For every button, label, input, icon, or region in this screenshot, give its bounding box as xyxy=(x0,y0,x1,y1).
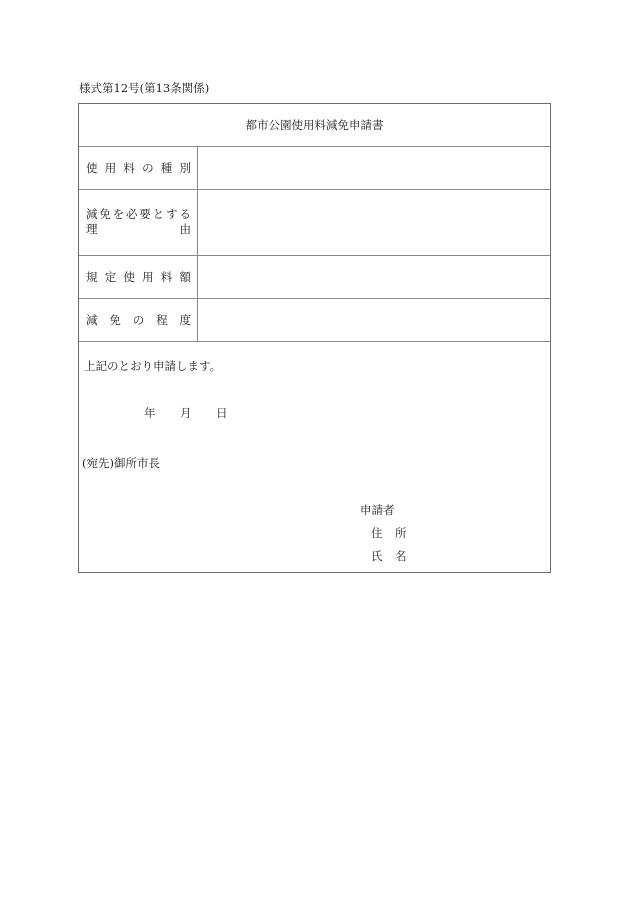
row-standard-fee xyxy=(79,256,550,299)
char: 料 xyxy=(160,270,173,284)
char: 理 xyxy=(86,222,98,236)
char: と xyxy=(152,207,165,221)
char: 定 xyxy=(104,270,117,284)
address-label-1: 住 xyxy=(371,526,383,540)
char: 程 xyxy=(156,313,168,327)
value-reduction-degree[interactable] xyxy=(198,299,550,341)
char: 由 xyxy=(179,222,191,236)
char: 免 xyxy=(109,313,121,327)
address-label-2: 所 xyxy=(395,526,407,540)
char: 減 xyxy=(86,207,98,221)
label-reduction-degree xyxy=(79,299,198,341)
date-year: 年 xyxy=(144,406,156,420)
char: す xyxy=(166,207,178,221)
char: 用 xyxy=(104,161,117,175)
name-label-1: 氏 xyxy=(371,549,383,563)
char: 必 xyxy=(126,207,138,221)
addressee-text: (宛先)御所市長 xyxy=(82,456,160,470)
char: 使 xyxy=(86,161,98,175)
char: 額 xyxy=(179,270,191,284)
char: を xyxy=(112,207,125,221)
date-month: 月 xyxy=(180,406,192,420)
char: 減 xyxy=(86,313,98,327)
name-label-2: 名 xyxy=(395,549,407,563)
char: 度 xyxy=(179,313,191,327)
applicant-heading: 申請者 xyxy=(360,503,395,517)
row-reduction-degree xyxy=(79,299,550,342)
value-reduction-reason[interactable] xyxy=(198,190,550,255)
char: 別 xyxy=(179,161,191,175)
value-standard-fee[interactable] xyxy=(198,256,550,298)
char: る xyxy=(179,207,191,221)
label-reduction-reason xyxy=(79,190,198,255)
char: 種 xyxy=(160,161,173,175)
char: 料 xyxy=(123,161,135,175)
label-fee-type xyxy=(79,147,198,189)
char: 免 xyxy=(99,207,111,221)
char: 規 xyxy=(86,270,98,284)
char: 用 xyxy=(142,270,154,284)
form-title: 都市公園使用料減免申請書 xyxy=(79,104,550,147)
date-day: 日 xyxy=(216,406,228,420)
row-reduction-reason xyxy=(79,190,550,256)
char: 要 xyxy=(139,207,151,221)
application-form xyxy=(78,103,551,573)
label-standard-fee xyxy=(79,256,198,298)
char: 使 xyxy=(123,270,135,284)
statement-text: 上記のとおり申請します。 xyxy=(84,359,222,373)
char: の xyxy=(132,313,145,327)
row-fee-type xyxy=(79,147,550,190)
char: の xyxy=(142,161,154,175)
declaration-area xyxy=(79,342,550,572)
form-number: 様式第12号(第13条関係) xyxy=(79,81,210,95)
value-fee-type[interactable] xyxy=(198,147,550,189)
